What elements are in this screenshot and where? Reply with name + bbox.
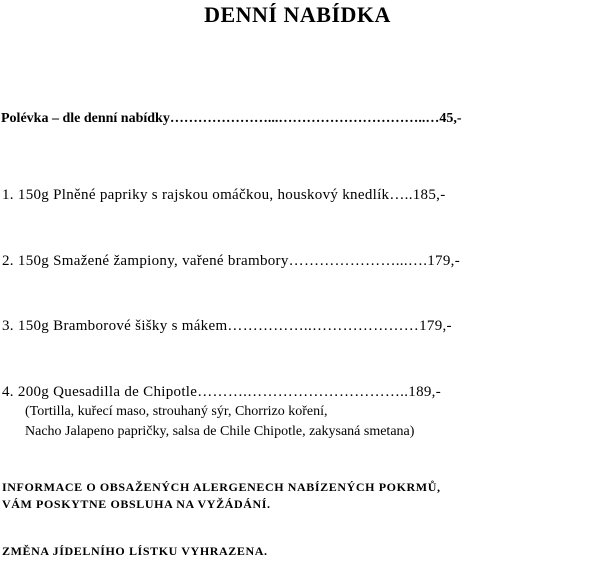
change-notice: ZMĚNA JÍDELNÍHO LÍSTKU VYHRAZENA. (2, 544, 268, 558)
menu-item-1: 1. 150g Plněné papriky s rajskou omáčkou, houskový knedlík…..185,- (2, 187, 446, 203)
menu-item-4: 4. 200g Quesadilla de Chipotle……….…………………………..189,- (2, 384, 442, 400)
menu-item-2: 2. 150g Smažené žampiony, vařené brambory…………………...….179,- (2, 253, 460, 269)
menu-item-4-description-line-1: (Tortilla, kuřecí maso, strouhaný sýr, Chorrizo koření, (25, 404, 328, 419)
allergen-info-line-2: VÁM POSKYTNE OBSLUHA NA VYŽÁDÁNÍ. (2, 497, 271, 511)
menu-item-4-description-line-2: Nacho Jalapeno papričky, salsa de Chile Chipotle, zakysaná smetana) (25, 424, 415, 439)
menu-item-3: 3. 150g Bramborové šišky s mákem……………..…………………179,- (2, 318, 452, 334)
allergen-info-line-1: INFORMACE O OBSAŽENÝCH ALERGENECH NABÍZENÝCH POKRMŮ, (2, 480, 441, 494)
menu-title: DENNÍ NABÍDKA (204, 2, 391, 27)
soup-line: Polévka – dle denní nabídky…………………...…………………………..…45,- (1, 111, 462, 126)
